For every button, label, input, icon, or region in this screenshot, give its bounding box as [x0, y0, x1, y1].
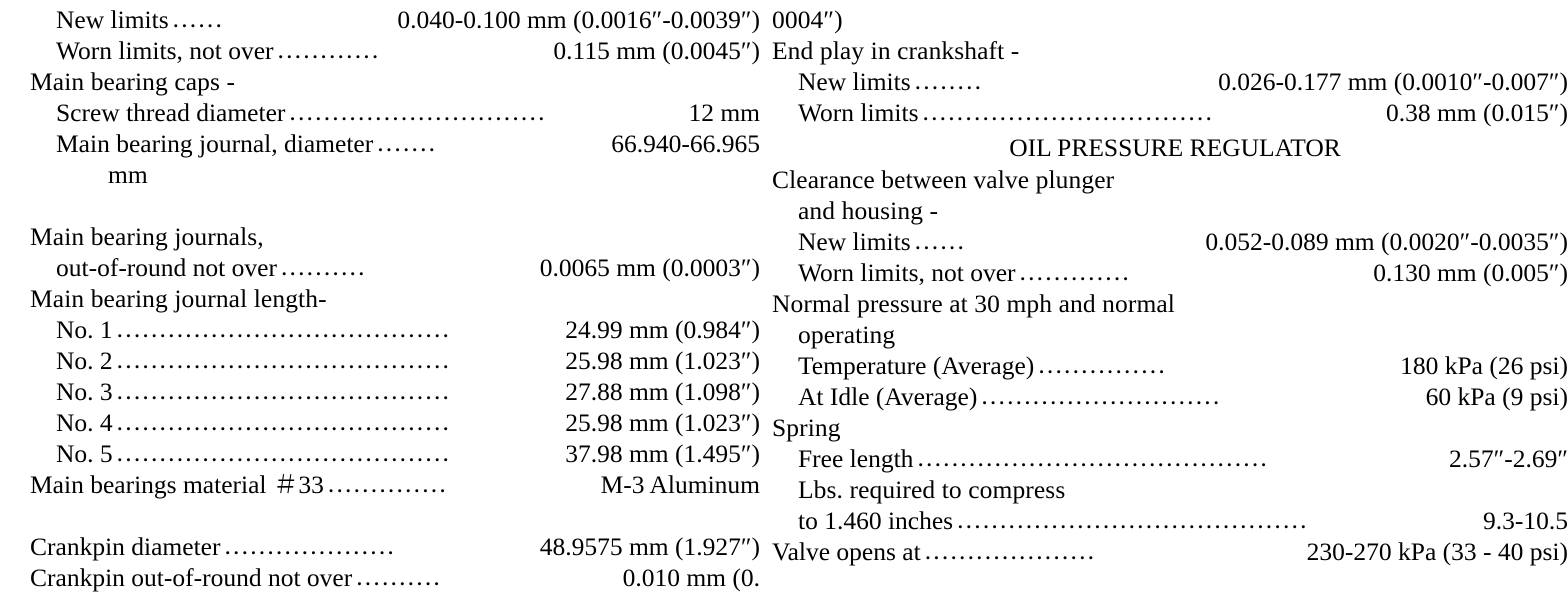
spec-label: Worn limits, not over: [56, 36, 274, 65]
spec-value: 230-270 kPa (33 - 40 psi): [1306, 537, 1568, 566]
paragraph-spacer: [30, 190, 760, 221]
spec-text-line: Lbs. required to compress: [798, 475, 1066, 504]
right-text-column: [760, 0, 1568, 604]
spec-value: 0.130 mm (0.005″): [1373, 258, 1568, 287]
spec-label: Main bearings material ＃33: [30, 470, 324, 499]
leader-dots: ..................................: [922, 97, 1215, 126]
spec-label: Worn limits, not over: [798, 258, 1016, 287]
spec-row: [30, 562, 760, 593]
spec-text-line: Main bearing journals,: [30, 222, 264, 251]
leader-dots: ..............: [327, 469, 448, 498]
section-heading: OIL PRESSURE REGULATOR: [1009, 133, 1341, 162]
leader-dots: ....................: [224, 531, 396, 560]
spec-value: 0.040-0.100 mm (0.0016″-0.0039″): [397, 5, 760, 34]
spec-value: M-3 Aluminum: [600, 470, 760, 499]
leader-dots: ......: [914, 226, 967, 255]
leader-dots: .......................................: [116, 376, 452, 405]
spec-text-line: Normal pressure at 30 mph and normal: [772, 289, 1175, 318]
leader-dots: ...............: [1038, 350, 1167, 379]
spec-value: 0.052-0.089 mm (0.0020″-0.0035″): [1205, 227, 1568, 256]
leader-dots: ..........: [356, 562, 442, 591]
spec-row: [30, 438, 760, 469]
spec-label: New limits: [798, 227, 911, 256]
spec-value: 2.57″-2.69″: [1449, 444, 1568, 473]
spec-value: 48.9575 mm (1.927″): [539, 532, 760, 561]
spec-row: [30, 345, 760, 376]
spec-value: 9.3-10.5: [1483, 506, 1568, 535]
spec-value: 180 kPa (26 psi): [1400, 351, 1568, 380]
spec-row: [30, 4, 760, 35]
leader-dots: .........................................: [957, 505, 1309, 534]
spec-row: [772, 226, 1568, 257]
spec-row: [772, 381, 1568, 412]
spec-text-line: Main bearing journal length-: [30, 284, 327, 313]
spec-value: 0.115 mm (0.0045″): [553, 36, 760, 65]
left-text-column: [0, 0, 760, 604]
leader-dots: .......: [377, 128, 438, 157]
spec-row: [30, 35, 760, 66]
spec-value: 37.98 mm (1.495″): [565, 439, 760, 468]
spec-row: [772, 97, 1568, 128]
spec-row: [772, 257, 1568, 288]
leader-dots: ..............................: [289, 97, 547, 126]
spec-label: Main bearing journal, diameter: [56, 129, 374, 158]
spec-text-line: Main bearing caps -: [30, 67, 236, 96]
spec-row: [772, 350, 1568, 381]
spec-text-line: Clearance between valve plunger: [772, 165, 1115, 194]
spec-value: 0.38 mm (0.015″): [1385, 98, 1568, 127]
spec-text-line: End play in crankshaft -: [772, 36, 1020, 65]
spec-text-line: Spring: [772, 413, 841, 442]
spec-value: 0.010 mm (0.: [622, 563, 760, 592]
leader-dots: .............: [1019, 257, 1131, 286]
leader-dots: ..........: [280, 252, 367, 281]
spec-text-line: and housing -: [798, 196, 939, 225]
spec-label: New limits: [798, 67, 911, 96]
spec-label: No. 4: [56, 408, 113, 437]
spec-row: [772, 66, 1568, 97]
spec-text-line: 0004″): [772, 5, 843, 34]
leader-dots: ............................: [981, 381, 1222, 410]
spec-label: No. 1: [56, 315, 113, 344]
spec-label: Temperature (Average): [798, 351, 1035, 380]
spec-row: [772, 536, 1568, 567]
leader-dots: .......................................: [116, 314, 452, 343]
leader-dots: ....................: [924, 536, 1097, 565]
spec-label: At Idle (Average): [798, 382, 978, 411]
spec-label: Crankpin diameter: [30, 532, 221, 561]
spec-value: 25.98 mm (1.023″): [565, 346, 760, 375]
spec-label: Crankpin out-of-round not over: [30, 563, 353, 592]
spec-value: 66.940-66.965: [611, 129, 760, 158]
spec-label: No. 5: [56, 439, 113, 468]
spec-value: 0.026-0.177 mm (0.0010″-0.007″): [1218, 67, 1568, 96]
spec-label: to 1.460 inches: [798, 506, 954, 535]
spec-row: [30, 376, 760, 407]
spec-value: 12 mm: [688, 98, 760, 127]
spec-label: New limits: [56, 5, 169, 34]
leader-dots: .......................................: [116, 407, 452, 436]
spec-label: Worn limits: [798, 98, 919, 127]
spec-label: No. 2: [56, 346, 113, 375]
spec-row: [30, 314, 760, 345]
spec-label: out-of-round not over: [56, 253, 277, 282]
spec-label: Valve opens at: [772, 537, 921, 566]
spec-row: [30, 252, 760, 283]
spec-row: [772, 505, 1568, 536]
leader-dots: ............: [277, 35, 381, 64]
spec-row: [772, 443, 1568, 474]
spec-row: [30, 407, 760, 438]
leader-dots: ........: [914, 66, 984, 95]
spec-value: 60 kPa (9 psi): [1425, 382, 1568, 411]
leader-dots: .........................................: [917, 443, 1270, 472]
spec-value: 24.99 mm (0.984″): [565, 315, 760, 344]
spec-row: [30, 97, 760, 128]
spec-label: Free length: [798, 444, 914, 473]
paragraph-spacer: [30, 500, 760, 531]
spec-label: Screw thread diameter: [56, 98, 286, 127]
spec-row: [30, 469, 760, 500]
spec-label: No. 3: [56, 377, 113, 406]
spec-value: 25.98 mm (1.023″): [565, 408, 760, 437]
spec-text-line: operating: [798, 320, 896, 349]
spec-value: 0.0065 mm (0.0003″): [539, 253, 760, 282]
spec-text-line: mm: [108, 160, 148, 189]
spec-value: 27.88 mm (1.098″): [565, 377, 760, 406]
leader-dots: .......................................: [116, 438, 452, 467]
leader-dots: .......................................: [116, 345, 452, 374]
spec-row: [30, 531, 760, 562]
spec-row: [30, 128, 760, 159]
leader-dots: ......: [172, 4, 225, 33]
